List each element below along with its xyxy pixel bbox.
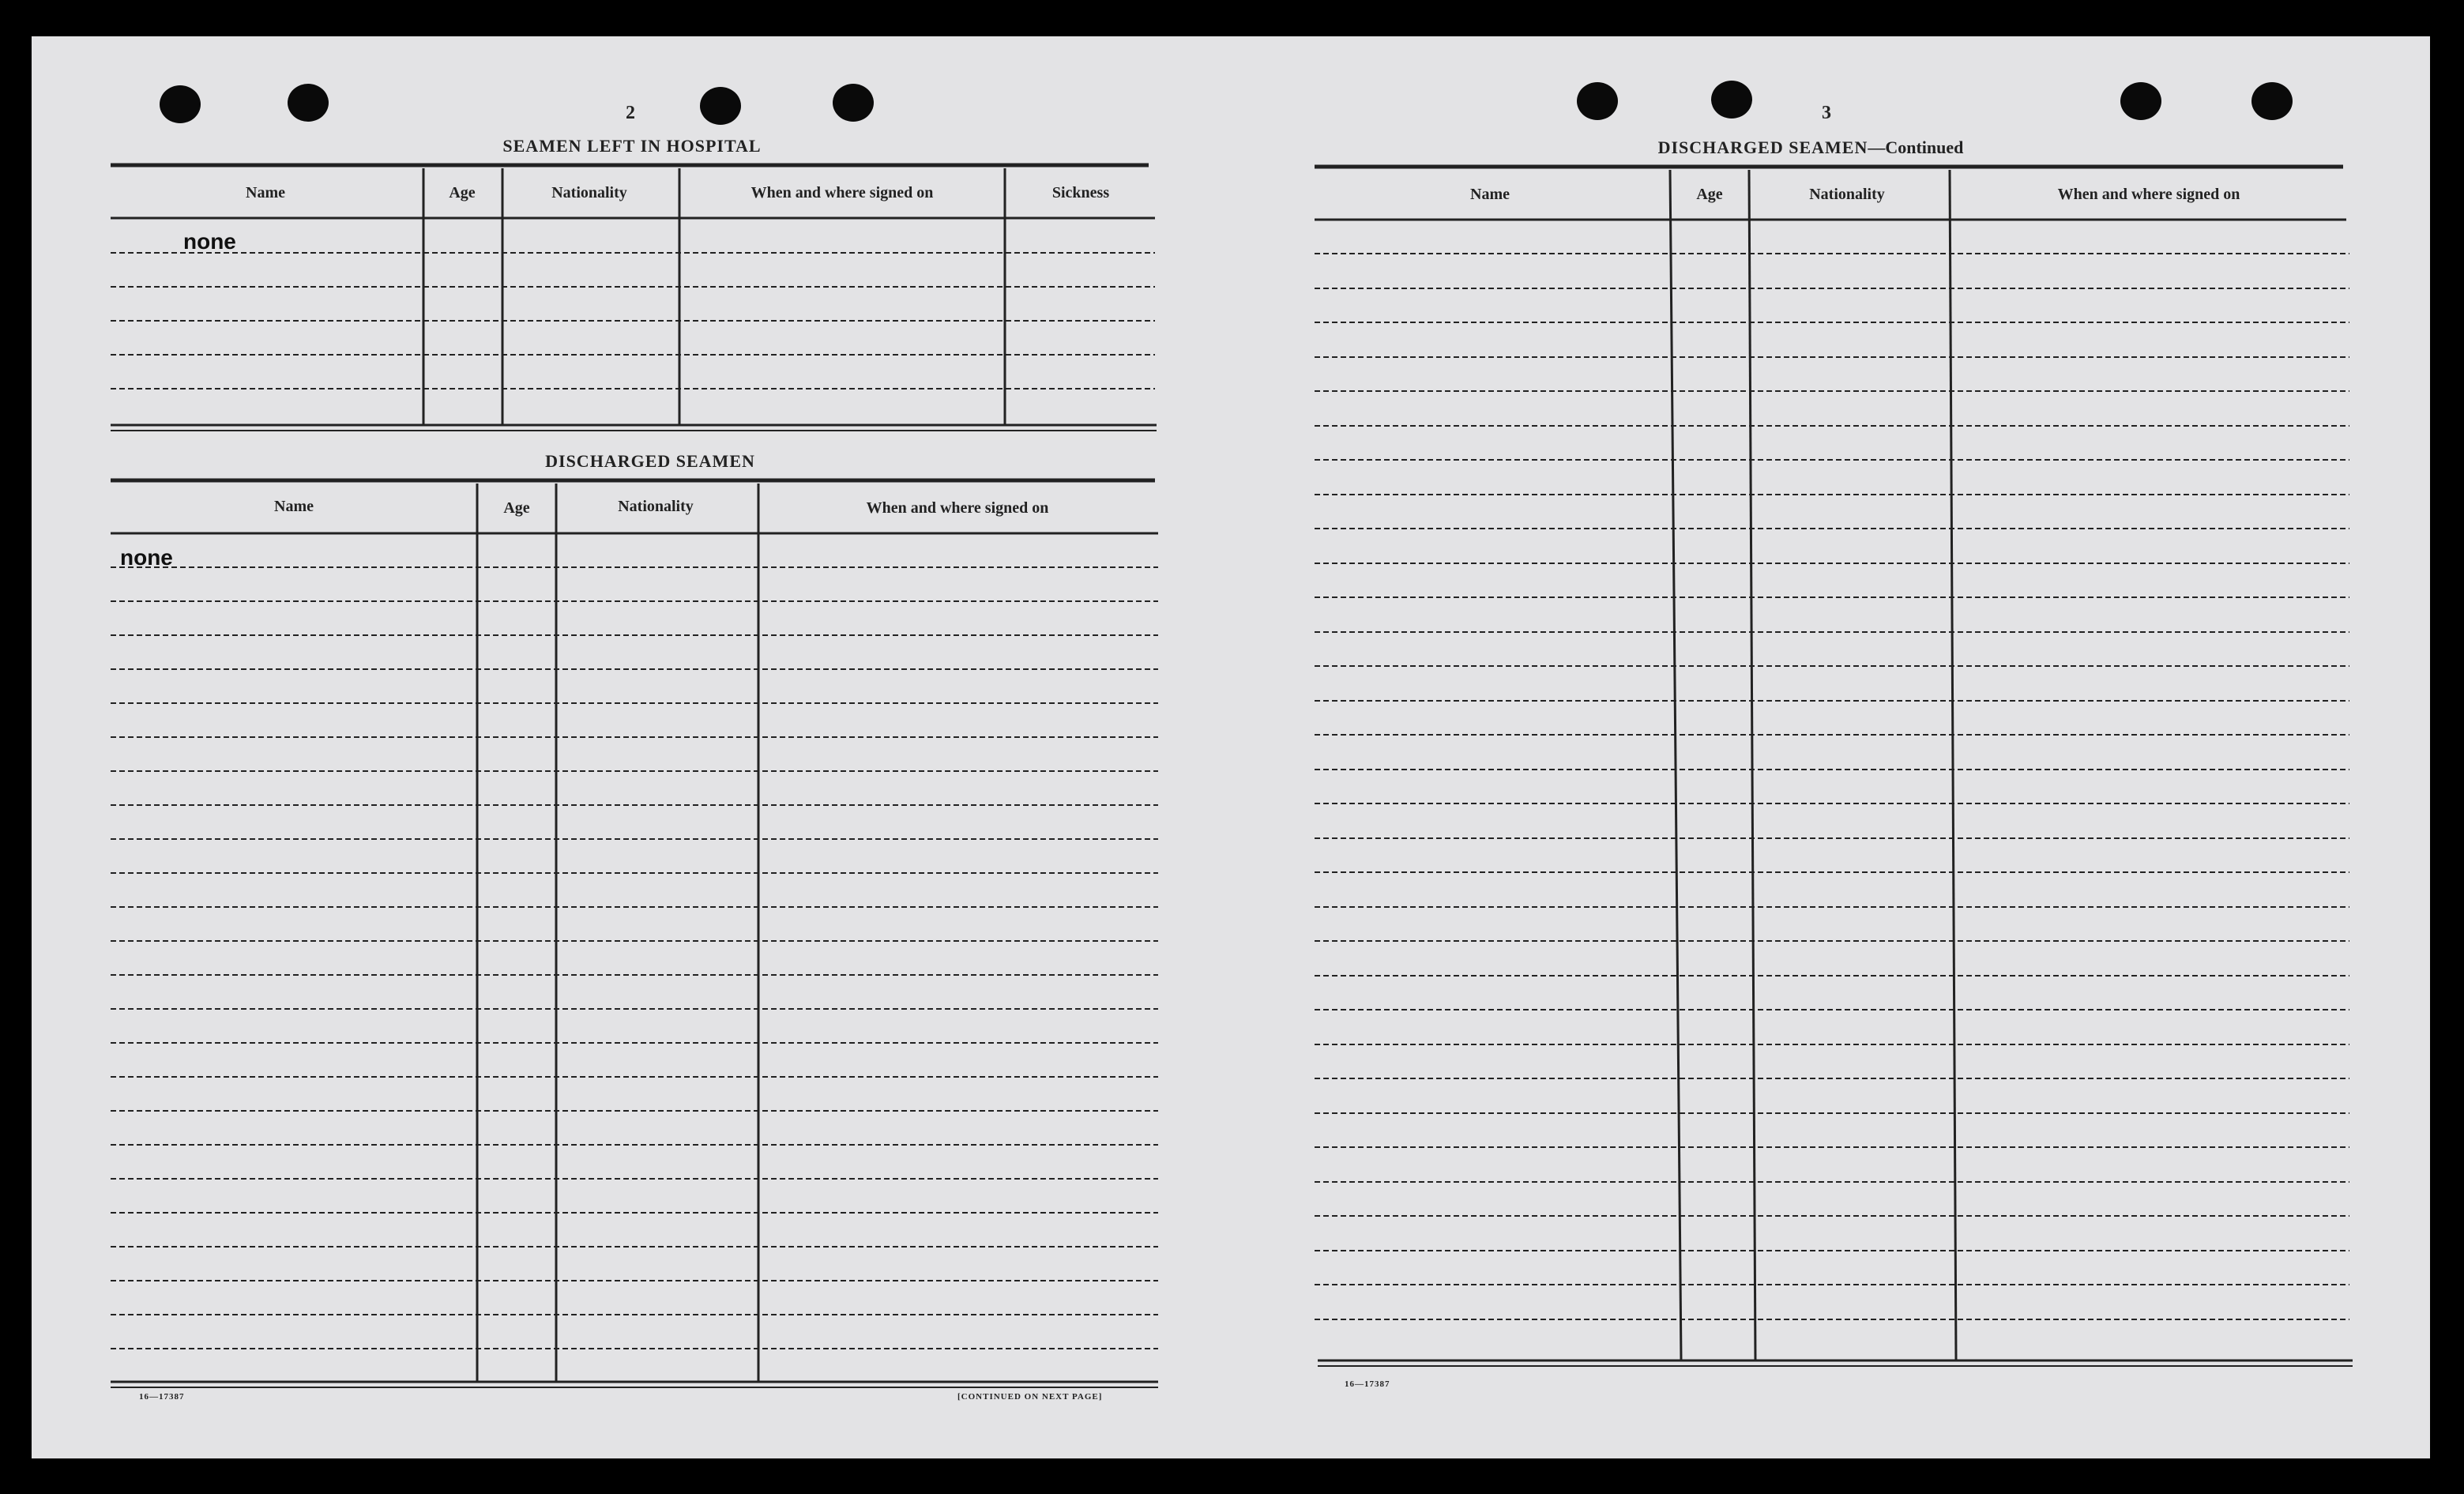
right-col-name: Name <box>1470 186 1510 203</box>
discharged-entry-none: none <box>120 545 173 570</box>
left-form-number: 16—17387 <box>139 1392 185 1402</box>
hospital-entry-none: none <box>183 229 236 254</box>
right-form-number: 16—17387 <box>1345 1379 1390 1389</box>
hospital-col-age: Age <box>449 184 476 201</box>
discharged-col-name: Name <box>274 498 314 515</box>
discharged-col-age: Age <box>503 499 530 517</box>
right-col-age: Age <box>1696 186 1723 203</box>
discharged-col-nationality: Nationality <box>618 498 694 515</box>
hospital-col-nationality: Nationality <box>551 184 627 201</box>
hospital-col-signed-on: When and where signed on <box>750 184 934 201</box>
right-table-title <box>1658 137 1964 158</box>
right-page-number: 3 <box>1822 103 1831 123</box>
hospital-col-name: Name <box>246 184 285 201</box>
hospital-col-sickness: Sickness <box>1051 184 1110 201</box>
hospital-table-title: SEAMEN LEFT IN HOSPITAL <box>502 136 762 156</box>
right-col-nationality: Nationality <box>1809 186 1885 203</box>
discharged-table-title: DISCHARGED SEAMEN <box>545 451 755 471</box>
continued-note: [CONTINUED ON NEXT PAGE] <box>957 1392 1103 1402</box>
left-page-number: 2 <box>626 103 635 123</box>
discharged-col-signed-on: When and where signed on <box>866 499 1049 517</box>
right-title-sub: —Continued <box>1868 137 1964 157</box>
right-title-main: DISCHARGED SEAMEN <box>1657 137 1868 157</box>
right-col-signed-on: When and where signed on <box>2057 186 2240 203</box>
